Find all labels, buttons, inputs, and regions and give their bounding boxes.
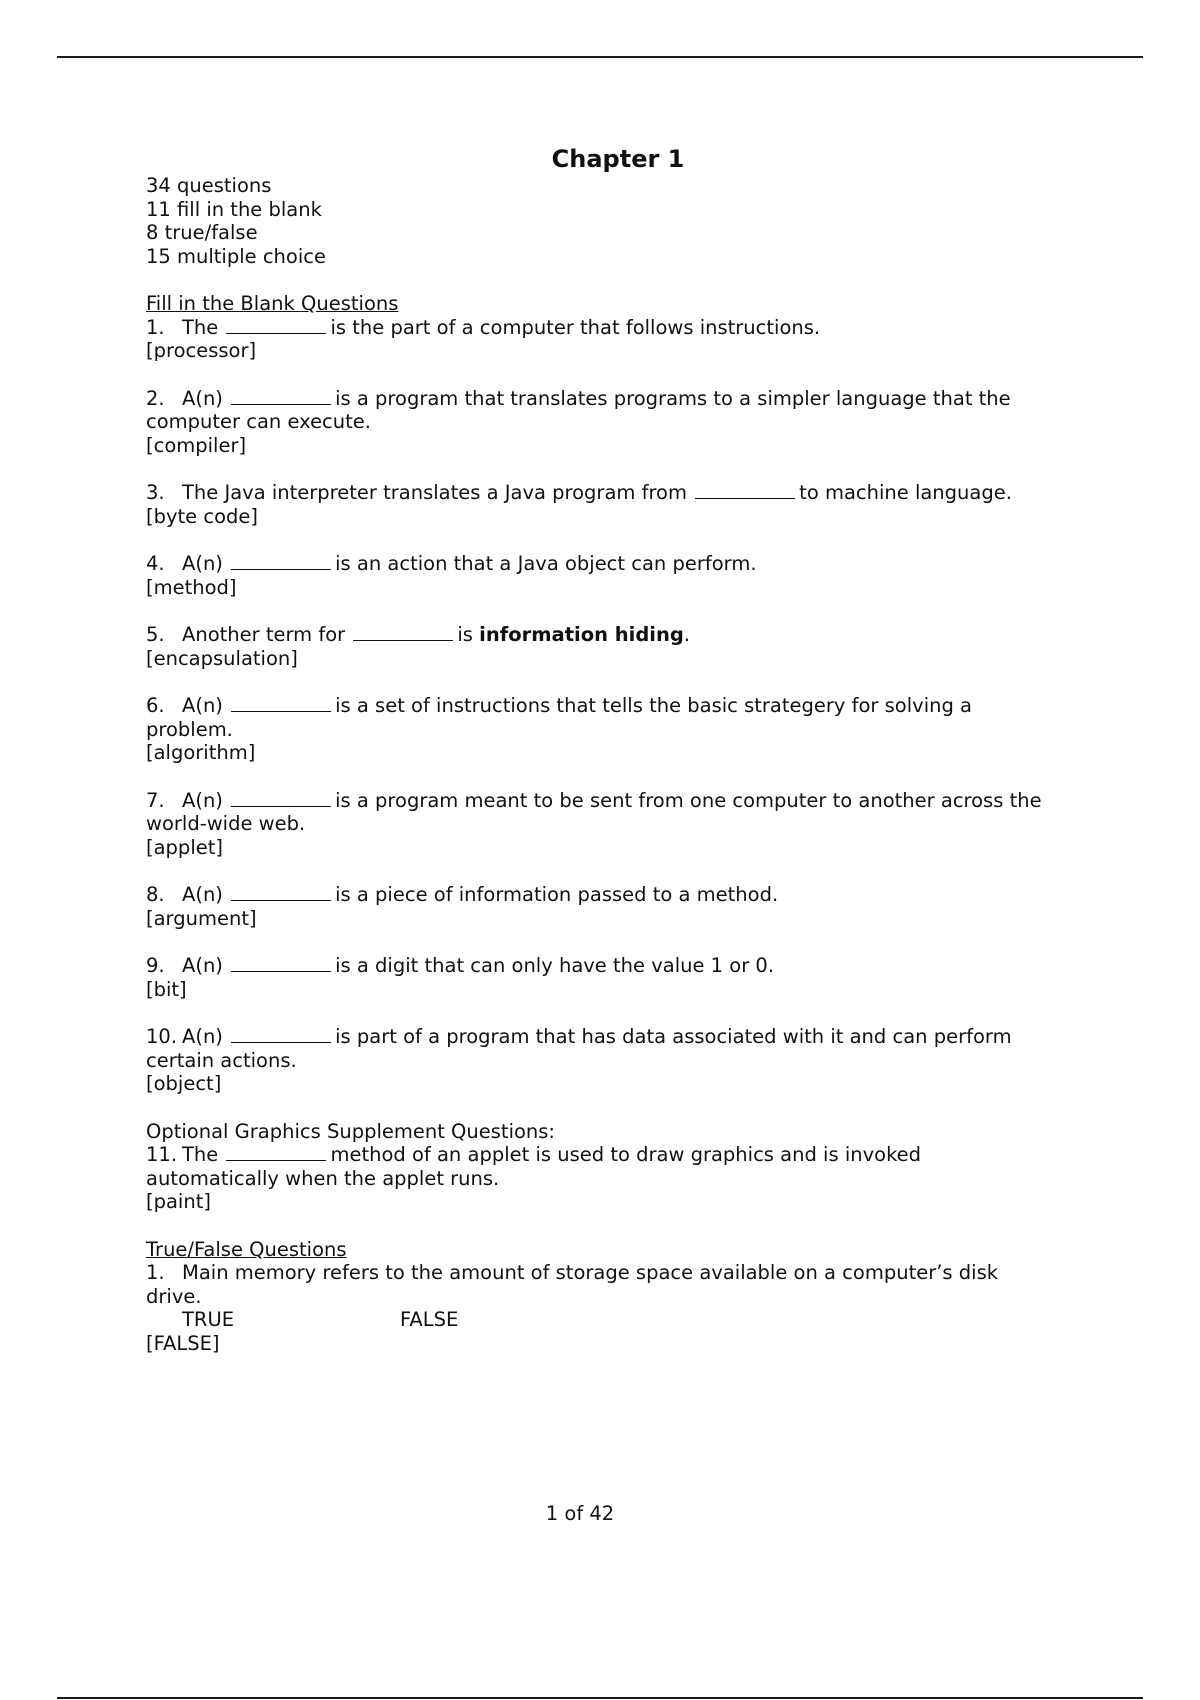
tf-heading: True/False Questions [146, 1237, 347, 1261]
page-title: Chapter 1 [551, 145, 685, 173]
answer-6: [algorithm] [146, 741, 256, 764]
fill-heading: Fill in the Blank Questions [146, 292, 399, 315]
question-8: 8. A(n) is a piece of information passed to a method. [146, 883, 779, 906]
question-4: 4. A(n) is an action that a Java object can perform. [146, 552, 757, 575]
optional-heading: Optional Graphics Supplement Questions: [146, 1119, 556, 1143]
bottom-rule [57, 1697, 1143, 1699]
answer-2: [compiler] [146, 433, 247, 457]
tf-question-1-cont: drive. [146, 1284, 202, 1308]
page-number: 1 of 42 [545, 1502, 615, 1525]
question-9: 9. A(n) is a digit that can only have the value 1 or 0. [146, 954, 775, 977]
answer-9: [bit] [146, 977, 187, 1001]
question-2-cont: computer can execute. [146, 410, 371, 433]
question-2: 2. A(n) is a program that translates programs to a simpler language that the [146, 386, 1011, 410]
question-11: 11. The method of an applet is used to draw graphics and is invoked [146, 1143, 922, 1166]
question-5: 5. Another term for is information hiding. [146, 623, 691, 646]
answer-8: [argument] [146, 906, 257, 930]
question-7-cont: world-wide web. [146, 812, 306, 835]
answer-11: [paint] [146, 1190, 211, 1213]
summary-line: 11 fill in the blank [146, 197, 322, 221]
question-6-cont: problem. [146, 717, 233, 741]
answer-5: [encapsulation] [146, 646, 298, 670]
question-11-cont: automatically when the applet runs. [146, 1166, 500, 1190]
summary-line: 15 multiple choice [146, 244, 326, 268]
question-7: 7. A(n) is a program meant to be sent from one computer to another across the [146, 788, 1042, 812]
tf-options [146, 1308, 1096, 1332]
tf-question-1: 1. Main memory refers to the amount of storage space available on a computer’s disk [146, 1261, 999, 1284]
answer-1: [processor] [146, 339, 257, 362]
answer-7: [applet] [146, 835, 223, 859]
option-true: TRUE [182, 1308, 235, 1331]
question-1: 1. The is the part of a computer that follows instructions. [146, 315, 821, 339]
top-rule [57, 56, 1143, 58]
answer-10: [object] [146, 1072, 222, 1095]
answer-4: [method] [146, 575, 237, 599]
question-10: 10. A(n) is part of a program that has data associated with it and can perform [146, 1025, 1012, 1048]
question-6: 6. A(n) is a set of instructions that tells the basic strategery for solving a [146, 694, 972, 717]
summary-line: 8 true/false [146, 221, 258, 244]
tf-answer-1: [FALSE] [146, 1331, 220, 1355]
answer-3: [byte code] [146, 504, 259, 528]
summary-line: 34 questions [146, 174, 272, 197]
question-10-cont: certain actions. [146, 1048, 297, 1072]
question-3: 3. The Java interpreter translates a Java program from to machine language. [146, 481, 1012, 504]
option-false: FALSE [400, 1308, 459, 1331]
document-body [146, 174, 1096, 1355]
